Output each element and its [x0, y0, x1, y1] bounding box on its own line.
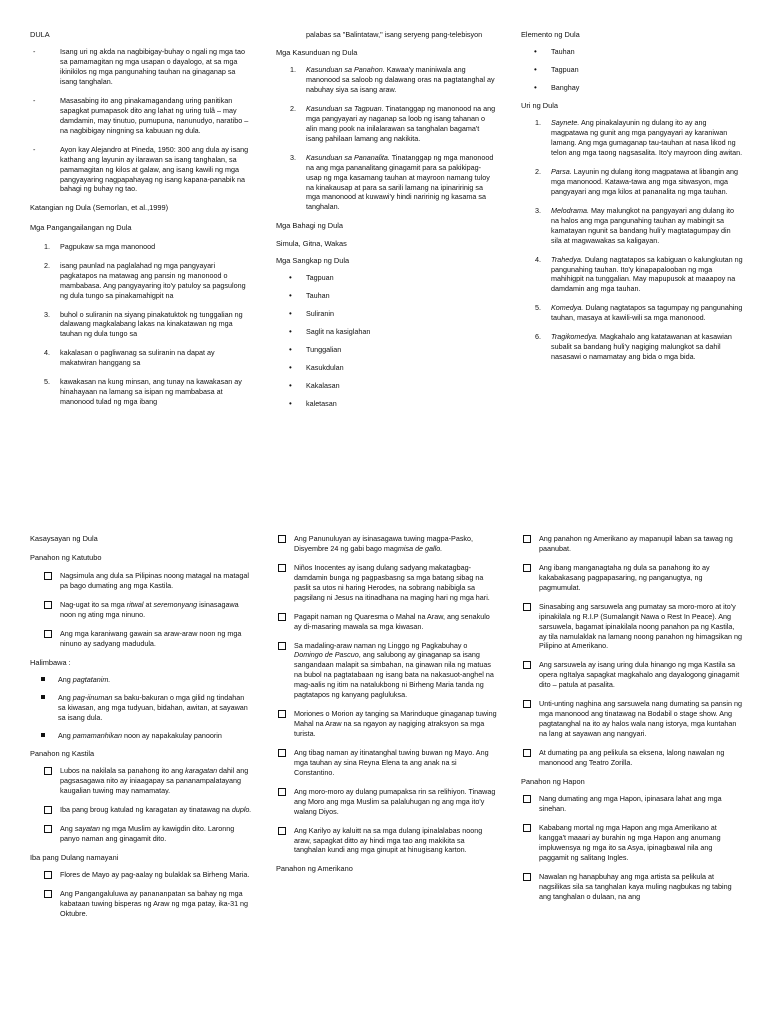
list-item [276, 748, 498, 778]
item-text: Pagpukaw sa mga manonood [60, 241, 156, 251]
list-item: Unti-unting naghina ang sarsuwela nang dumating sa pansin ng mga manonood ang tinatawag na Bodabil o stage show. Ang pagtatanghal na ito ay halos wala nang istorya, mga kuntahan na lang at sayawan ang nangyari. [521, 699, 743, 739]
top-col-3 [521, 30, 743, 371]
item-text: at [143, 600, 154, 610]
item-text: Ang Karilyo ay kaluitt na sa mga dulang ipinalalabas noong araw, sapagkat ditto ay hindi mga tao ang makikita sa tanghalan kundi ang mga ginupit at hinugisang karton. [294, 825, 483, 855]
list-item: - Ayon kay Alejandro at Pineda, 1950: 300 ang dula ay isang kathang ang layunin ay ilarawan sa isang tanghalan, sa pamamagitan ng kilos at galaw, ang isang kawili ng mga pangyayaring nagpapahayag ng isang kapana-panabik na bahagi ng buhay ng tao. [30, 145, 250, 195]
list-item: • Tagpuan [521, 65, 743, 75]
list-item [30, 766, 252, 796]
item-emphasis: duplo. [231, 805, 252, 814]
item-emphasis: karagatan [185, 766, 218, 776]
item-emphasis: misa de gallo. [397, 543, 443, 553]
iba-list [30, 870, 252, 919]
item-number: 1. [290, 65, 296, 75]
item-number: 3. [535, 205, 541, 215]
katutubo-list [30, 571, 252, 649]
title-dula: DULA [30, 30, 50, 39]
list-item [30, 261, 250, 301]
item-text: Pagapit naman ng Quaresma o Mahal na Araw, ang senakulo ay di-masaring mawala sa mga kiwasan. [294, 611, 490, 631]
heading-elemento: Elemento ng Dula [521, 30, 580, 39]
item-term: Kasunduan sa Pananalita. [306, 152, 390, 162]
item-text: Moriones o Morion ay tanging sa Marinduque ginaganap tuwing Mahal na Araw na sa ngayon ay nagiging atraksyon sa mga turista. [294, 709, 497, 738]
heading-amerikano: Panahon ng Amerikano [276, 864, 353, 874]
item-emphasis: Domingo de Pascuo [294, 650, 359, 660]
item-text: noon ay napakakulay panoorin [121, 731, 222, 741]
list-item: Flores de Mayo ay pag-aalay ng bulaklak sa Birheng Maria. [30, 870, 252, 880]
list-item [521, 167, 743, 197]
top-col-1 [30, 30, 250, 416]
item-term: Kasunduan sa Tagpuan. [306, 103, 384, 113]
list-item [30, 731, 252, 741]
heading-pangangailangan: Mga Pangangailangan ng Dula [30, 222, 132, 232]
item-number: 2. [535, 167, 541, 176]
item-number: 4. [44, 348, 50, 358]
item-number: 4. [535, 254, 541, 264]
list-item [276, 641, 498, 701]
item-term: Trahedya. [551, 254, 583, 264]
bottom-col-3 [521, 534, 743, 910]
list-item [276, 153, 496, 213]
item-number: 5. [535, 303, 541, 313]
heading-sangkap: Mga Sangkap ng Dula [276, 255, 350, 265]
item-text: Ang moro-moro ay dulang pumapaksa rin sa relihiyon. Tinawag ang Moro ang mga Muslim sa palaluhugan ng ang mga ito'y walang Diyos. [294, 786, 496, 816]
item-number: 1. [535, 118, 541, 128]
list-item: • Kasukdulan [276, 363, 496, 373]
item-text: Nag-ugat ito sa mga [60, 600, 127, 610]
list-item [30, 629, 252, 649]
item-text: May malungkot na pangyayari ang dulang ito na halos ang mga pangunahing tauhan ay mabingit sa kamatayan ngunit sa bandang huli'y magtatagumpay din sila at magwawakas sa kaligayan. [551, 205, 734, 245]
item-text: ng mga Muslim ay kawigdin dito. Laronng panyo naman ang ginagamit dito. [60, 823, 235, 843]
elemento-list [521, 47, 743, 93]
list-item [276, 709, 498, 739]
list-item [276, 826, 498, 856]
item-number: 2. [44, 260, 50, 270]
item-text: Lubos na nakilala sa panahong ito ang [60, 766, 186, 776]
item-emphasis: pamamanhikan [72, 731, 122, 741]
list-item [521, 332, 743, 362]
heading-kasaysayan: Kasaysayan ng Dula [30, 534, 98, 543]
list-item [30, 824, 252, 844]
list-item [276, 65, 496, 95]
item-number: 2. [290, 103, 296, 113]
list-item: Sinasabing ang sarsuwela ang pumatay sa moro-moro at ito'y ipinakilala ng R.I.P (Sumalangit Nawa o Rest In Peace). Ang sarsuwela, bagamat ipinakilala noong panahon pa ng Kastila, ay tila namulaklak na lamang noong panahon ng himagsikan ng Pilipino at Amerikano. [521, 602, 743, 652]
pangangailangan-list [30, 242, 250, 407]
list-item: • Saglit na kasiglahan [276, 327, 496, 337]
list-item: Nawalan ng hanapbuhay ang mga artista sa pelikula at nagsilikas sila sa tanghalan kaya muling nagbukas ng tabing ang tanghalan o dulaan, na ang [521, 872, 743, 902]
item-text: Kawaa'y maniniwala ang manonood sa saloob ng dalawang oras na pagtatanghal ay nabuhay siya sa isang araw. [306, 65, 495, 95]
list-item: - Masasabing ito ang pinakamagandang uring panitikan sapagkat pumapasok dito ang lahat ng uring tulâ – may damdamin, may tinutuo, pumupuna, nanunudyo, naratibo – na nagbibigay ningning sa kabuuan ng dula. [30, 96, 250, 136]
list-item [521, 206, 743, 246]
heading-bahagi: Mga Bahagi ng Dula [276, 221, 343, 231]
halimbawa-list [30, 675, 252, 741]
list-item [30, 675, 252, 685]
item-text: , ang salubong ay ginaganap sa isang sangandaan malapit sa simbahan, na ginawan nila ng matuas na bubol na pagtatabaan ng isang bata na nakasuot-anghel na mag-aalis ng itim na natalukbong ni Birheng Maria tanda ng pagtatapos ng kanyang pagluluksa. [294, 650, 494, 700]
heading-katangian: Katangian ng Dula (Semorlan, et al.,1999) [30, 203, 169, 213]
item-text: Ang Panunuluyan ay isinasagawa tuwing magpa-Pasko, Disyembre 24 ng gabi bago mag [294, 534, 474, 553]
item-term: Saynete. [551, 118, 580, 128]
top-col-2 [276, 30, 496, 417]
list-item [521, 303, 743, 323]
item-term: Parsa. [551, 167, 572, 176]
bottom-col-1 [30, 534, 252, 928]
amerikano-list [521, 534, 743, 768]
bottom-col-2 [276, 534, 498, 882]
item-text: Tinatanggap ng mga manonood na ang mga pananalitang ginagamit para sa pakikipag-usap ng mga kasamang tauhan at mayroon namang tuloy na kinakausap at para sa sarili lamang na ipinaririnig sa mga manonood at kuwawi'y hindi naririnig ng kasama sa tanghalan. [306, 152, 494, 212]
item-text: Magkahalo ang katatawanan at kasawian subalit sa bandang huli'y nagiging malungkot sa dahil nasasawi o namamatay ang bida o mga bida. [551, 332, 732, 362]
list-item: • Suliranin [276, 309, 496, 319]
list-item [30, 571, 252, 591]
item-text: dahil ang pagsasagawa nito ay iniaagapay sa pananampalatayang kaugalian tuwing may namamatay. [60, 766, 249, 796]
list-item [521, 255, 743, 295]
item-text: kakalasan o pagliwanag sa suliranin na dapat ay makatwiran hanggang sa [60, 348, 215, 368]
item-text: Dulang nagtatapos sa tagumpay ng pangunahing tauhan, masaya at kawili-wili sa mga manonood. [551, 303, 743, 323]
item-emphasis: pagtatanim. [72, 675, 111, 685]
item-number: 3. [290, 152, 296, 162]
list-item [521, 118, 743, 158]
item-emphasis: ritwal [126, 600, 144, 610]
list-item: Ang panahon ng Amerikano ay mapanupil laban sa tawag ng paanubat. [521, 534, 743, 554]
sangkap-list [276, 273, 496, 409]
list-item: • kaletasan [276, 399, 496, 409]
item-number: 5. [44, 377, 50, 387]
item-text: Ang tibag naman ay itinatanghal tuwing buwan ng Mayo. Ang mga tauhan ay sina Reyna Elena ta ang anak na si Constantino. [294, 747, 489, 777]
heading-hapon: Panahon ng Hapon [521, 776, 585, 786]
bahagi-text: Simula, Gitna, Wakas [276, 238, 347, 248]
item-text: Ang [58, 731, 73, 741]
item-text: Iba pang broug katulad ng karagatan ay tinatawag na [60, 805, 232, 814]
dula-definition-list [30, 47, 250, 194]
item-text: isang paunlad na paglalahad ng mga pangyayari pagkatapos na matawag ang pansin ng manonood o mambabasa. Ang pangyayaring ito'y patuloy sa pagsulong ng dula tungo sa pinakamahigpit na [60, 260, 246, 300]
item-text: Ang [60, 823, 75, 833]
item-term: Komedya. [551, 303, 584, 313]
item-emphasis: pag-iinuman [72, 693, 113, 703]
item-text: Tinatanggap ng manonood na ang mga pangyayari ay naganap sa loob ng isang tahanan o alin mang pook na inilalarawan sa tanghalan bagama't isang pahilaan lamang ang nakikita. [306, 103, 496, 143]
hapon-list [521, 794, 743, 901]
list-item: • Tagpuan [276, 273, 496, 283]
item-emphasis: seremonyang [153, 600, 198, 610]
heading-katutubo: Panahon ng Katutubo [30, 553, 102, 563]
list-item: Ang Pangangaluluwa ay panananpatan sa bahay ng mga kabataan tuwing bisperas ng Araw ng mga patay, ika-31 ng Oktubre. [30, 889, 252, 919]
list-item: Nang dumating ang mga Hapon, ipinasara lahat ang mga sinehan. [521, 794, 743, 814]
item-text: sa baku-bakuran o mga gilid ng tindahan sa kiwasan, ang mga tudyuan, bidahan, awitan, at sayawan sa isang dula. [58, 693, 248, 723]
item-text: Dulang nagtatapos sa kabiguan o kalungkutan ng pangunahing tauhan. Ito'y kinapapalooban ng mga mahihigpit na tunggalian. May mapupusok at maaapoy na damdamin ang mga tauhan. [551, 254, 743, 294]
list-item: - Isang uri ng akda na nagbibigay-buhay o ngali ng mga tao sa pamamagitan ng mga usapan o dayalogo, at sa mga ikinikilos ng mga pangunahing tauhan na ginaganap sa isang tanghalan. [30, 47, 250, 87]
item-emphasis: sayatan [74, 823, 100, 833]
list-item [276, 534, 498, 554]
item-number: 3. [44, 309, 50, 319]
item-number: 1. [44, 241, 50, 251]
item-text: Niños Inocentes ay isang dulang sadyang makatagbag-damdamin bunga ng pagpasbasng sa mga batang sibag na paslit sa utos ni haring Herodes, na sobrang nabibigla sa pagsilang ni Jesus na itinadhana na maging hari ng mga hari. [294, 562, 490, 602]
item-term: Kasunduan sa Panahon. [306, 65, 385, 75]
list-item [30, 693, 252, 723]
item-text: Ang mga karaniwang gawain sa araw-araw noon ng mga ninuno ay sadyang madudula. [60, 629, 242, 649]
item-number: 6. [535, 332, 541, 342]
list-item: Ang ibang manganagtaha ng dula sa panahong ito ay kakabakasang pagpapasaring, ng panganugtya, ng pagmumulat. [521, 563, 743, 593]
list-item [30, 310, 250, 340]
item-text: Nagsimula ang dula sa Pilipinas noong matagal na matagal pa bago dumating ang mga Kastila. [60, 571, 249, 591]
item-text: buhol o suliranin na siyang pinakatuktok ng tunggalian ng dalawang magkalabang lakas na kinakatawan ng mga tauhan ng dula tungo sa [60, 309, 243, 339]
list-item [276, 612, 498, 632]
list-item [30, 600, 252, 620]
list-item: • Tunggalian [276, 345, 496, 355]
list-item [30, 805, 252, 815]
heading-iba: Iba pang Dulang namayani [30, 852, 119, 862]
list-item: Kababang mortal ng mga Hapon ang mga Amerikano at kangga't maaari ay burahin ng mga Hapon ang anumang impluwensya ng mga ito sa Asya, ipinagbawal nila ang paggamit ng salitang Ingles. [521, 823, 743, 863]
list-item: Ang sarsuwela ay isang uring dula hinango ng mga Kastila sa opera ngItalya sapagkat magkahalo ang dayalogong ginagamit dito – patula at pasalita. [521, 660, 743, 690]
list-item [276, 104, 496, 144]
kasunduan-list [276, 65, 496, 212]
list-item: • Banghay [521, 83, 743, 93]
item-text: isinasagawa noon ng ating mga ninuno. [60, 600, 239, 620]
item-text: kawakasan na kung minsan, ang tunay na kawakasan ay hinahayaan na lamang sa isipan ng mambabasa at manonood tulad ng mga ibang [60, 377, 242, 407]
list-item: • Tauhan [276, 291, 496, 301]
list-item: • Tauhan [521, 47, 743, 57]
item-text: Sa madaling-araw naman ng Linggo ng Pagkabuhay o [294, 640, 468, 650]
continued-text: palabas sa "Balintataw," isang seryeng pang-telebisyon [306, 30, 483, 39]
list-item [30, 377, 250, 407]
list-item: • Kakalasan [276, 381, 496, 391]
item-text: Ang [58, 693, 73, 703]
heading-uri: Uri ng Dula [521, 101, 558, 111]
list-item: At dumating pa ang pelikula sa eksena, lalong nawalan ng manonood ang Teatro Zorilla. [521, 748, 743, 768]
list-item [30, 348, 250, 368]
heading-halimbawa: Halimbawa : [30, 658, 71, 668]
item-term: Melodrama. [551, 205, 589, 215]
uri-list [521, 118, 743, 362]
item-text: Layunin ng dulang itong magpatawa at libangin ang mga manonood. Katawa-tawa ang mga sitwasyon, mga pangyayari ang mga kilos at pananalita ng mga tauhan. [551, 167, 739, 196]
item-text: Ang pinakalayunin ng dulang ito ay ang magpatawa ng gunit ang mga pangyayari ay karaniwan lamang. Ang mga gumaganap tau-tauhan at nasa likod ng telon ang mga taong nagsasalita. Ito'y mayroon ding awitan. [551, 118, 743, 158]
list-item [30, 242, 250, 252]
item-text: Ang [58, 675, 73, 685]
heading-kastila: Panahon ng Kastila [30, 748, 95, 758]
kastila-list [30, 766, 252, 844]
list-item [276, 563, 498, 603]
list-item [276, 787, 498, 817]
heading-kasunduan: Mga Kasunduan ng Dula [276, 47, 358, 57]
item-term: Tragikomedya. [551, 332, 599, 342]
dula-kastila-list [276, 534, 498, 855]
